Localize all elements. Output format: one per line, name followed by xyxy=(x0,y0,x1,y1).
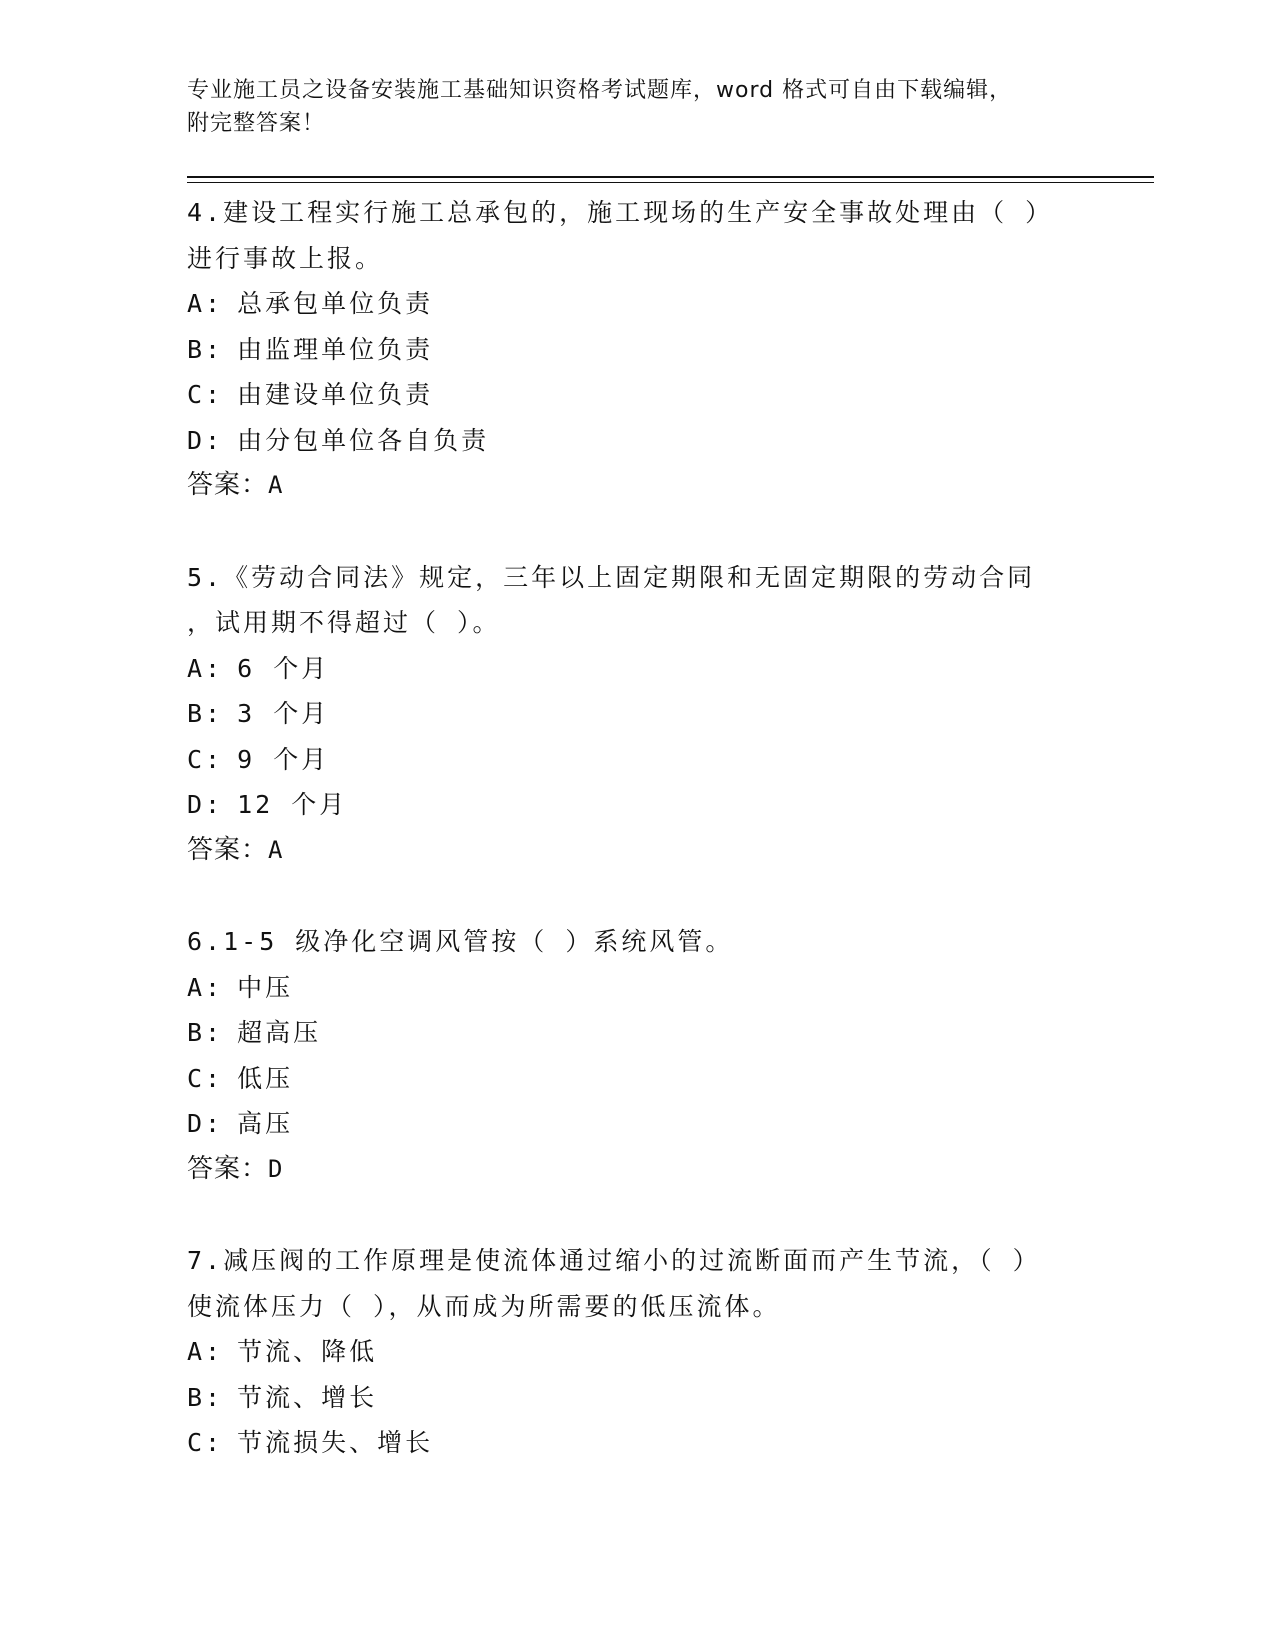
option-text: 由监理单位负责 xyxy=(237,334,434,364)
header-divider-thick xyxy=(187,176,1154,178)
document-header xyxy=(187,74,1087,140)
option-a xyxy=(187,646,1087,692)
option-text: 总承包单位负责 xyxy=(237,289,434,318)
answer-value: A xyxy=(268,471,284,499)
option-c xyxy=(187,737,1087,783)
option-text: 高压 xyxy=(237,1109,294,1138)
option-text: 由分包单位各自负责 xyxy=(237,425,490,455)
option-key: D: xyxy=(187,1109,224,1138)
option-key: C: xyxy=(187,1063,224,1093)
question-5 xyxy=(187,555,1087,874)
option-key: A: xyxy=(187,972,224,1002)
answer-line xyxy=(187,1147,1087,1193)
option-text: 超高压 xyxy=(237,1018,322,1047)
question-4 xyxy=(187,190,1087,509)
option-a xyxy=(187,1329,1087,1375)
option-b xyxy=(187,691,1087,737)
option-key: C: xyxy=(187,744,224,774)
question-stem-line: 6.1-5 级净化空调风管按（ ）系统风管。 xyxy=(187,927,734,956)
option-key: D: xyxy=(187,790,224,819)
option-key: C: xyxy=(187,1428,224,1457)
option-b xyxy=(187,1010,1087,1056)
question-stem-line: 使流体压力（ ），从而成为所需要的低压流体。 xyxy=(187,1291,781,1321)
option-text: 节流、增长 xyxy=(237,1382,378,1412)
option-text: 节流、降低 xyxy=(237,1337,378,1366)
header-line-2: 附完整答案！ xyxy=(187,111,326,136)
answer-value: D xyxy=(268,1154,284,1183)
option-a xyxy=(187,965,1087,1011)
option-key: A: xyxy=(187,289,224,318)
header-line-1: 专业施工员之设备安装施工基础知识资格考试题库，word 格式可自由下载编辑， xyxy=(187,78,1013,103)
question-7 xyxy=(187,1238,1087,1466)
option-key: C: xyxy=(187,380,224,409)
question-stem-line: ，试用期不得超过（ ）。 xyxy=(187,608,501,637)
answer-label: 答案： xyxy=(187,470,269,500)
option-b xyxy=(187,327,1087,373)
option-a xyxy=(187,281,1087,327)
option-key: A: xyxy=(187,1337,224,1366)
option-text: 9 个月 xyxy=(237,744,330,774)
question-6 xyxy=(187,919,1087,1192)
option-c xyxy=(187,1420,1087,1466)
answer-line xyxy=(187,463,1087,509)
question-list xyxy=(187,190,1087,1512)
option-text: 低压 xyxy=(237,1063,294,1093)
option-key: B: xyxy=(187,699,224,728)
option-c xyxy=(187,372,1087,418)
question-stem-line: 4.建设工程实行施工总承包的，施工现场的生产安全事故处理由（ ） xyxy=(187,198,1054,227)
header-divider-thin xyxy=(187,182,1154,183)
question-stem-line: 7.减压阀的工作原理是使流体通过缩小的过流断面而产生节流，（ ） xyxy=(187,1246,1041,1275)
option-text: 12 个月 xyxy=(237,790,348,819)
option-key: B: xyxy=(187,1018,224,1047)
option-text: 中压 xyxy=(237,972,294,1002)
option-key: B: xyxy=(187,334,224,364)
option-key: B: xyxy=(187,1382,224,1412)
answer-label: 答案： xyxy=(187,834,269,865)
option-c xyxy=(187,1056,1087,1102)
option-d xyxy=(187,418,1087,464)
question-stem-line: 进行事故上报。 xyxy=(187,243,384,273)
option-key: A: xyxy=(187,653,224,683)
option-b xyxy=(187,1375,1087,1421)
answer-line xyxy=(187,828,1087,874)
option-text: 6 个月 xyxy=(237,653,330,683)
option-text: 由建设单位负责 xyxy=(237,380,434,409)
option-key: D: xyxy=(187,425,224,455)
question-stem-line: 5.《劳动合同法》规定，三年以上固定期限和无固定期限的劳动合同 xyxy=(187,562,1036,592)
answer-value: A xyxy=(268,835,284,864)
option-d xyxy=(187,1101,1087,1147)
option-text: 3 个月 xyxy=(237,699,330,728)
option-d xyxy=(187,782,1087,828)
option-text: 节流损失、增长 xyxy=(237,1428,434,1457)
answer-label: 答案： xyxy=(187,1153,269,1184)
